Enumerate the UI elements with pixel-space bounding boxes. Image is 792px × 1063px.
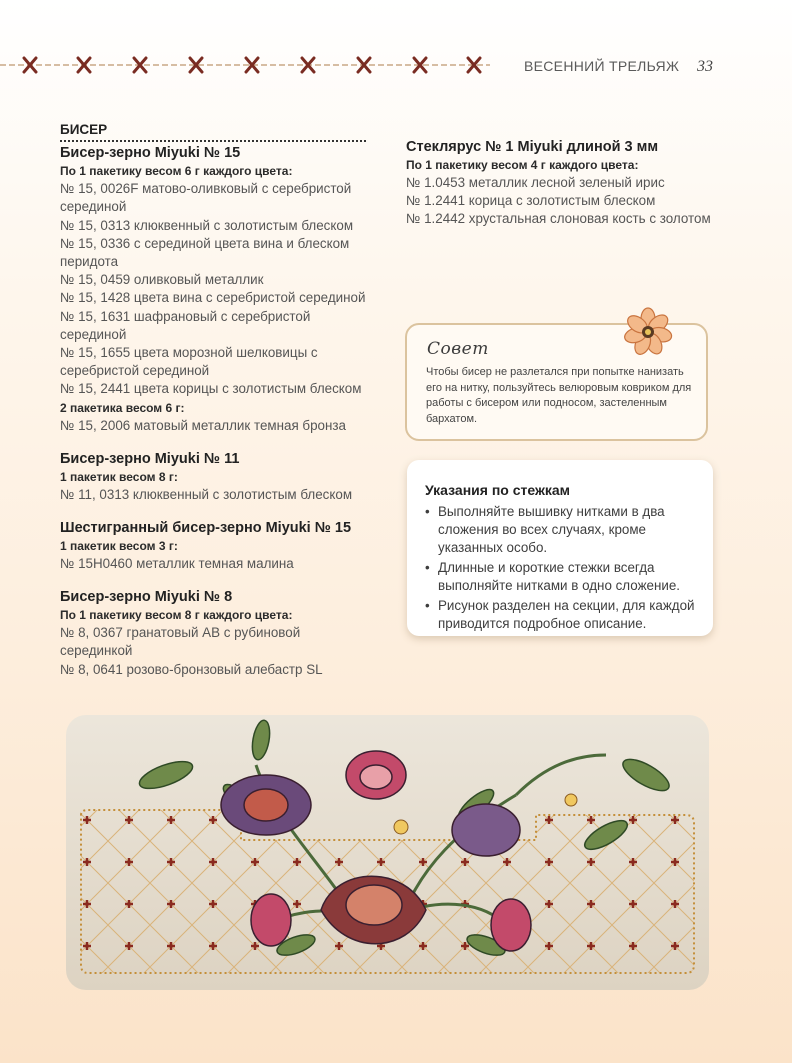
cross-stitch-border	[0, 50, 500, 80]
bead-item: № 15, 0459 оливковый металлик	[60, 272, 264, 288]
tip-title: Совет	[427, 339, 489, 359]
bugle-item: № 1.0453 металлик лесной зеленый ирис	[406, 175, 665, 190]
page-number: 33	[697, 58, 713, 75]
pack-label: 1 пакетик весом 3 г:	[60, 539, 178, 554]
bead-item: № 15, 2441 цвета корицы с золотистым блеском	[60, 381, 362, 397]
pack-label: По 1 пакетику весом 8 г каждого цвета:	[60, 608, 293, 623]
bead-item: № 15, 2006 матовый металлик темная бронза	[60, 417, 346, 433]
group-title: Бисер-зерно Miyuki № 15	[60, 145, 241, 162]
tip-text: Чтобы бисер не разлетался при попытке нанизать его на нитку, пользуйтесь велюровым ковриком для работы с бисером или подносом, застеленным бархатом.	[426, 366, 692, 425]
bead-item: № 15, 1428 цвета вина с серебристой серединой	[60, 290, 366, 306]
bugles-title: Стеклярус № 1 Miyuki длиной 3 мм	[406, 139, 659, 155]
running-title: ВЕСЕННИЙ ТРЕЛЬЯЖ	[524, 58, 680, 74]
bugles-column	[406, 138, 746, 229]
bead-item: № 15, 1631 шафрановый с серебристой серединой	[60, 308, 311, 342]
section-title: БИСЕР	[60, 121, 366, 142]
bugle-item: № 1.2442 хрустальная слоновая кость с золотом	[406, 211, 711, 227]
pack-label: По 1 пакетику весом 6 г каждого цвета:	[60, 164, 293, 179]
flower-icon	[622, 306, 674, 358]
stitch-notes-box	[407, 460, 713, 636]
bead-item: № 15, 0313 клюквенный с золотистым блеском	[60, 217, 354, 233]
stitch-notes-list	[425, 503, 697, 633]
group-title: Бисер-зерно Miyuki № 11	[60, 450, 240, 467]
bead-item: № 15, 1655 цвета морозной шелковицы с серебристой серединой	[60, 345, 318, 379]
bead-item: № 15, 0336 с серединой цвета вина и блеском перидота	[60, 235, 350, 270]
embroidery-photo	[66, 715, 709, 990]
beads-column	[60, 121, 370, 679]
bead-item: № 15H0460 металлик темная малина	[60, 556, 294, 572]
list-item: • Длинные и короткие стежки всегда выполняйте нитками в одно сложение.	[425, 559, 697, 595]
pack-label: По 1 пакетику весом 4 г каждого цвета:	[406, 158, 639, 172]
group-title: Шестигранный бисер-зерно Miyuki № 15	[60, 520, 352, 537]
pack-label: 1 пакетик весом 8 г:	[60, 469, 178, 484]
group-title: Бисер-зерно Miyuki № 8	[60, 589, 233, 606]
list-item: • Рисунок разделен на секции, для каждой приводится подробное описание.	[425, 597, 697, 633]
bead-item: № 8, 0641 розово-бронзовый алебастр SL	[60, 661, 323, 677]
list-item: • Выполняйте вышивку нитками в два сложения во всех случаях, кроме указанных особо.	[425, 503, 697, 557]
bead-item: № 15, 0026F матово-оливковый с серебристой серединой	[60, 181, 352, 215]
bugle-item: № 1.2441 корица с золотистым блеском	[406, 193, 656, 209]
stitch-notes-title: Указания по стежкам	[425, 482, 571, 498]
pack-label: 2 пакетика весом 6 г:	[60, 400, 185, 415]
bead-item: № 8, 0367 гранатовый AB с рубиновой серединкой	[60, 625, 301, 659]
bead-item: № 11, 0313 клюквенный с золотистым блеском	[60, 486, 353, 502]
